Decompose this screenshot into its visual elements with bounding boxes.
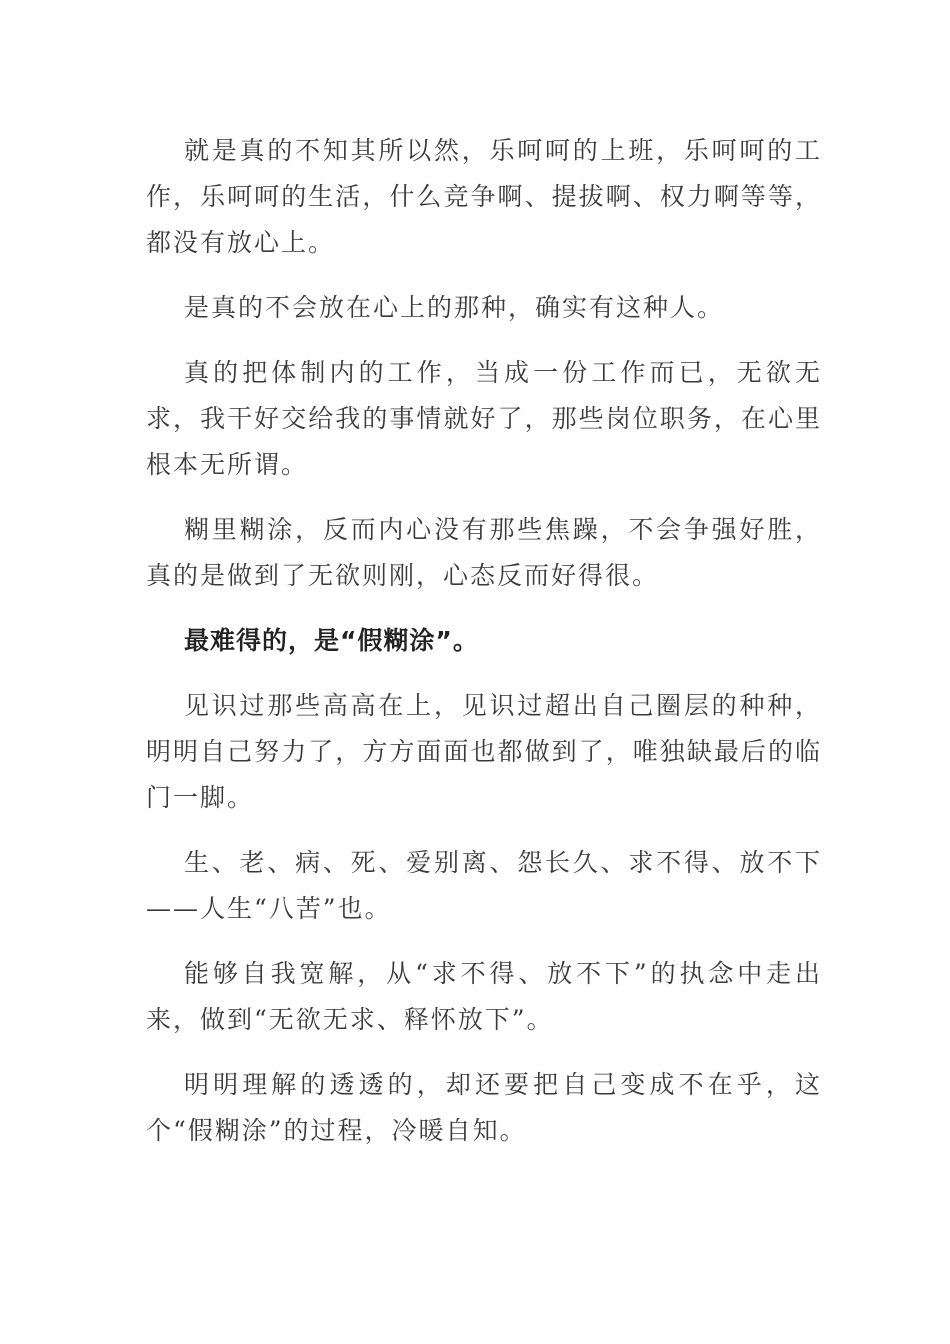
paragraph: 明明理解的透透的，却还要把自己变成不在乎，这个“假糊涂”的过程，冷暖自知。: [146, 1070, 822, 1145]
article-body: [146, 128, 822, 1173]
paragraph: 糊里糊涂，反而内心没有那些焦躁，不会争强好胜，真的是做到了无欲则刚，心态反而好得很。: [146, 515, 822, 590]
paragraph: 能够自我宽解，从“求不得、放不下”的执念中走出来，做到“无欲无求、释怀放下”。: [146, 959, 822, 1034]
paragraph: 真的把体制内的工作，当成一份工作而已，无欲无求，我干好交给我的事情就好了，那些岗位职务，在心里根本无所谓。: [146, 358, 822, 479]
paragraph: 是真的不会放在心上的那种，确实有这种人。: [184, 293, 725, 322]
paragraph: 见识过那些高高在上，见识过超出自己圈层的种种，明明自己努力了，方方面面也都做到了，唯独缺最后的临门一脚。: [146, 691, 822, 812]
paragraph: 生、老、病、死、爱别离、怨长久、求不得、放不下——人生“八苦”也。: [146, 848, 822, 923]
paragraph: 就是真的不知其所以然，乐呵呵的上班，乐呵呵的工作，乐呵呵的生活，什么竞争啊、提拔啊、权力啊等等，都没有放心上。: [146, 136, 822, 257]
bold-heading-paragraph: 最难得的，是“假糊涂”。: [184, 626, 479, 655]
